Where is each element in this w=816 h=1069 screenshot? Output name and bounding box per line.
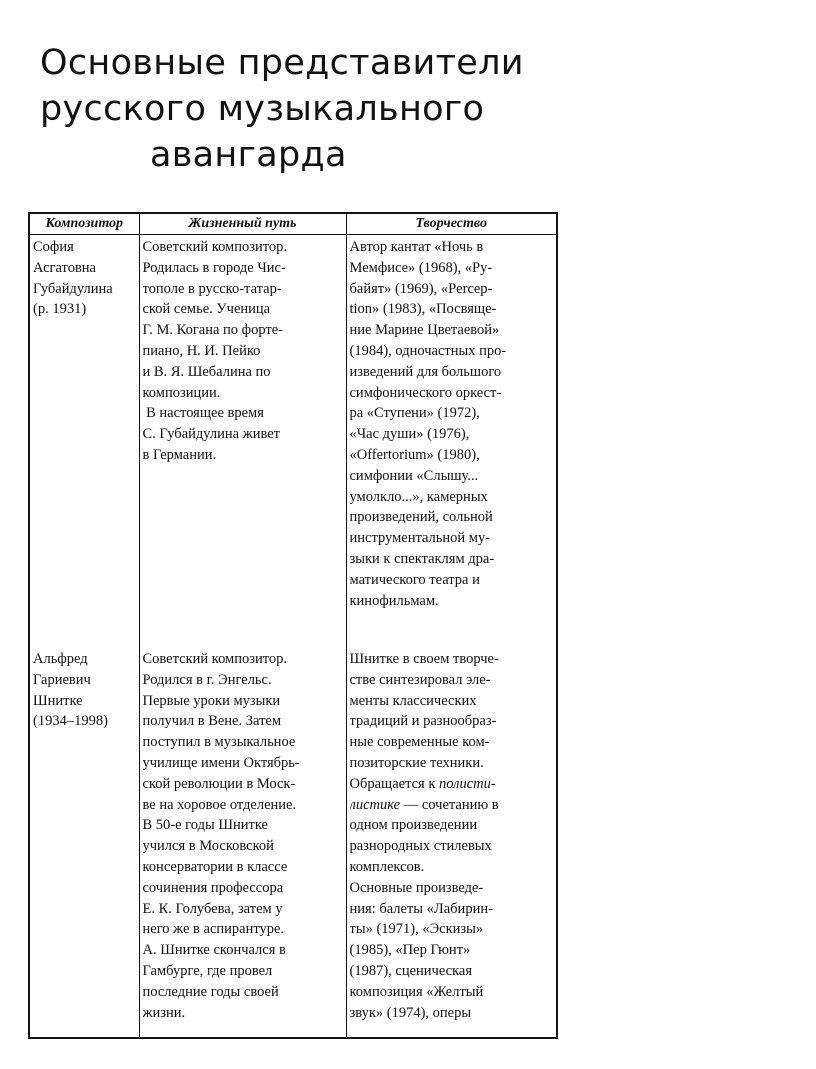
text-line: традиций и разнообраз-	[349, 713, 497, 730]
text-line: симфонического оркест-	[349, 384, 502, 401]
text-line: позиторские техники.	[349, 754, 484, 771]
text-line: в Германии.	[142, 446, 217, 463]
title-line-3: авангарда	[150, 135, 347, 175]
text-line: В 50-е годы Шнитке	[142, 817, 268, 834]
text-line: байят» (1969), «Percep-	[349, 280, 493, 297]
text-line: Губайдулина	[33, 280, 113, 297]
text-line: ской революции в Моск-	[142, 775, 296, 792]
text-line: (1987), сценическая	[349, 962, 473, 979]
table-row	[29, 645, 557, 1038]
text-line: ние Марине Цветаевой»	[349, 322, 500, 339]
text-line	[350, 774, 554, 795]
text-line: сочинения профессора	[142, 879, 284, 896]
text-line: tion» (1983), «Посвяще-	[349, 301, 497, 318]
header-works: Творчество	[346, 213, 557, 235]
text-line: Автор кантат «Ночь в	[349, 239, 484, 255]
text-line: Родилась в городе Чис-	[142, 259, 286, 276]
text-line: Советский композитор.	[142, 651, 287, 667]
text-fragment: Обращается к	[349, 775, 439, 792]
works-cell	[346, 235, 557, 646]
text-line: Шнитке в своем творче-	[349, 651, 499, 667]
text-line: Асгатовна	[33, 259, 96, 276]
text-line: поступил в музыкальное	[142, 734, 296, 751]
table-row	[29, 235, 557, 646]
text-line: (1934–1998)	[33, 713, 108, 730]
life-path-cell	[139, 645, 346, 1038]
text-line: него же в аспирантуре.	[142, 921, 285, 938]
text-line: композиции.	[142, 384, 221, 401]
text-line: Е. К. Голубева, затем у	[142, 900, 283, 917]
text-line: ве на хоровое отделение.	[142, 796, 297, 813]
text-line: ра «Ступени» (1972),	[349, 405, 480, 422]
text-line: произведений, сольной	[349, 509, 493, 526]
text-line: композиция «Желтый	[349, 983, 484, 1000]
text-line: стве синтезировал эле-	[349, 671, 491, 688]
text-line: консерватории в классе	[142, 858, 288, 875]
text-line: «Offertorium» (1980),	[349, 446, 480, 463]
table-header-row	[29, 213, 557, 235]
header-composer: Композитор	[29, 213, 139, 235]
text-line: кинофильмам.	[349, 592, 439, 609]
text-line: Советский композитор.	[142, 239, 287, 255]
text-line: разнородных стилевых	[349, 838, 492, 855]
text-line: В настоящее время	[142, 405, 264, 422]
text-line: Шнитке	[33, 692, 83, 709]
text-line: ные современные ком-	[349, 734, 490, 751]
composers-table	[28, 212, 558, 1039]
composer-cell	[29, 645, 139, 1038]
text-line: А. Шнитке скончался в	[142, 942, 286, 959]
text-line: и В. Я. Шебалина по	[142, 363, 271, 380]
text-line: Первые уроки музыки	[142, 692, 281, 709]
text-line: инструментальной му-	[349, 530, 491, 547]
text-line: последние годы своей	[142, 983, 279, 1000]
text-line: умолкло...», камерных	[349, 488, 488, 505]
text-line: «Час души» (1976),	[349, 426, 470, 443]
text-line: изведений для большого	[349, 363, 502, 380]
text-line: ния: балеты «Лабирин-	[349, 900, 493, 917]
text-line: ты» (1971), «Эскизы»	[349, 921, 484, 938]
page-title	[40, 40, 524, 178]
text-line: (1984), одночастных про-	[349, 342, 507, 359]
text-line: тополе в русско-татар-	[142, 280, 282, 297]
text-line: звук» (1974), оперы	[349, 1004, 472, 1021]
text-line: получил в Вене. Затем	[142, 713, 282, 730]
text-line: одном произведении	[349, 817, 478, 834]
works-cell	[346, 645, 557, 1038]
text-line: Основные произведе-	[349, 879, 484, 896]
italic-term: полисти-	[439, 775, 496, 792]
text-line: Г. М. Когана по форте-	[142, 322, 283, 339]
text-line: Гариевич	[33, 671, 91, 688]
text-line: матического театра и	[349, 571, 480, 588]
text-line: учился в Московской	[142, 838, 274, 855]
text-line: Мемфисе» (1968), «Ру-	[349, 259, 493, 276]
title-line-1: Основные представители	[40, 43, 524, 83]
text-line: Гамбурге, где провел	[142, 962, 273, 979]
text-line: ской семье. Ученица	[142, 301, 271, 318]
text-line: (р. 1931)	[33, 301, 87, 318]
text-line: комплексов.	[349, 858, 425, 875]
text-line: менты классических	[349, 692, 477, 709]
text-line: пиано, Н. И. Пейко	[142, 342, 261, 359]
text-line: София	[33, 239, 74, 255]
text-line: (1985), «Пер Гюнт»	[349, 942, 471, 959]
text-line: зыки к спектаклям дра-	[349, 550, 495, 567]
composer-cell	[29, 235, 139, 646]
header-life-path: Жизненный путь	[139, 213, 346, 235]
life-path-cell	[139, 235, 346, 646]
text-line: училище имени Октябрь-	[142, 754, 300, 771]
italic-term: листике	[349, 796, 401, 813]
text-line: жизни.	[142, 1004, 186, 1021]
text-line: Родился в г. Энгельс.	[142, 671, 272, 688]
text-line: Альфред	[33, 651, 88, 667]
text-line: симфонии «Слышу...	[349, 467, 479, 484]
text-fragment: — сочетанию в	[400, 796, 499, 813]
text-line	[350, 795, 554, 816]
text-line: С. Губайдулина живет	[142, 426, 281, 443]
title-line-2: русского музыкального	[40, 89, 485, 129]
